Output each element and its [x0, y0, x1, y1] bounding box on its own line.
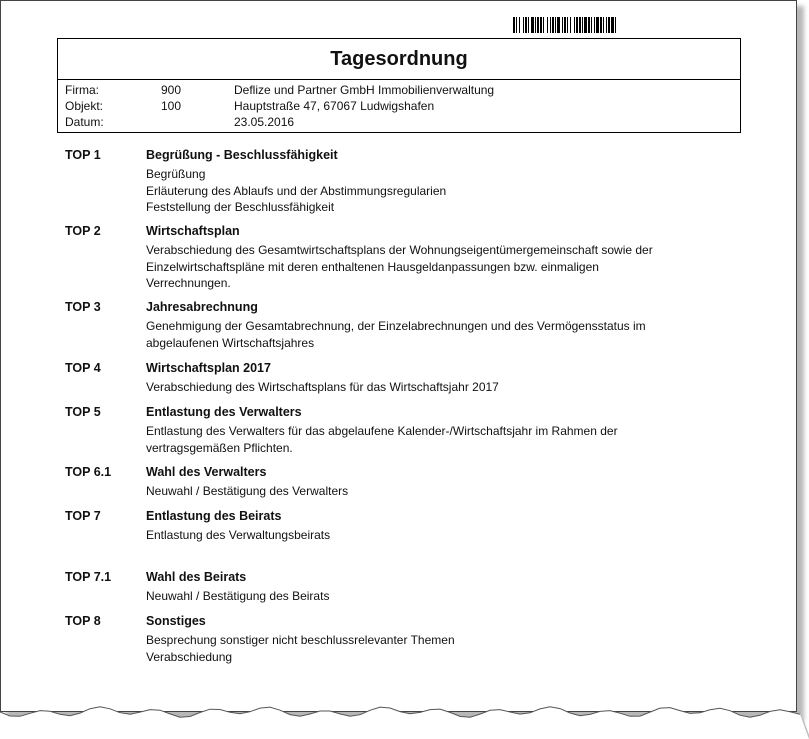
agenda-line: Erläuterung des Ablaufs und der Abstimmungsregularien [146, 183, 447, 198]
agenda-description [146, 318, 736, 351]
document-title: Tagesordnung [58, 39, 740, 80]
meta-label: Objekt: [65, 99, 104, 113]
agenda-line: Verabschiedung des Gesamtwirtschaftsplans der Wohnungseigentümergemeinschaft sowie der [146, 243, 653, 257]
agenda-number: TOP 5 [65, 405, 101, 419]
meta-label: Datum: [65, 115, 104, 129]
agenda-line: Entlastung des Verwaltungsbeirats [146, 528, 331, 542]
agenda-title: Sonstiges [146, 614, 206, 628]
agenda-number: TOP 4 [65, 361, 101, 375]
agenda-title: Wahl des Beirats [146, 570, 247, 584]
agenda-number: TOP 1 [65, 148, 101, 162]
agenda-number: TOP 2 [65, 224, 101, 238]
agenda-number: TOP 8 [65, 614, 101, 628]
agenda-line: Verrechnungen. [146, 276, 231, 290]
meta-code: 100 [161, 99, 182, 113]
agenda-title: Wahl des Verwalters [146, 465, 267, 479]
agenda-description [146, 588, 736, 605]
agenda-line: Feststellung der Beschlussfähigkeit [146, 200, 335, 214]
agenda-line: vertragsgemäßen Pflichten. [146, 440, 293, 455]
agenda-line: Neuwahl / Bestätigung des Verwalters [146, 484, 349, 498]
agenda-line: Begrüßung [146, 167, 206, 181]
agenda-line: Einzelwirtschaftspläne mit deren enthaltenen Hausgeldanpassungen bzw. einmaligen [146, 259, 599, 274]
agenda-description [146, 166, 736, 216]
agenda-number: TOP 3 [65, 300, 101, 314]
agenda-title: Jahresabrechnung [146, 300, 258, 314]
agenda-line: abgelaufenen Wirtschaftsjahres [146, 335, 315, 350]
barcode [513, 17, 740, 33]
agenda-number: TOP 7.1 [65, 570, 112, 584]
agenda-line: Verabschiedung des Wirtschaftsplans für das Wirtschaftsjahr 2017 [146, 380, 499, 394]
agenda-description [146, 483, 736, 500]
agenda-line: Neuwahl / Bestätigung des Beirats [146, 589, 330, 603]
header-box [57, 38, 741, 133]
agenda-line: Verabschiedung [146, 649, 233, 664]
agenda-line: Besprechung sonstiger nicht beschlussrelevanter Themen [146, 633, 455, 647]
agenda-title: Entlastung des Beirats [146, 509, 282, 523]
agenda-line: Genehmigung der Gesamtabrechnung, der Einzelabrechnungen und des Vermögensstatus im [146, 319, 646, 333]
torn-page-edge [0, 700, 809, 739]
agenda-description [146, 632, 736, 665]
meta-value: Deflize und Partner GmbH Immobilienverwaltung [234, 83, 495, 97]
agenda-line: Entlastung des Verwalters für das abgelaufene Kalender-/Wirtschaftsjahr im Rahmen der [146, 424, 618, 438]
agenda-number: TOP 7 [65, 509, 101, 523]
agenda-title: Wirtschaftsplan [146, 224, 240, 238]
agenda-description [146, 242, 736, 292]
agenda-title: Wirtschaftsplan 2017 [146, 361, 271, 375]
agenda-description [146, 527, 736, 544]
agenda-title: Begrüßung - Beschlussfähigkeit [146, 148, 338, 162]
meta-value: 23.05.2016 [234, 115, 295, 129]
meta-label: Firma: [65, 83, 99, 97]
agenda-number: TOP 6.1 [65, 465, 112, 479]
agenda-description [146, 379, 736, 396]
meta-value: Hauptstraße 47, 67067 Ludwigshafen [234, 99, 435, 113]
agenda-title: Entlastung des Verwalters [146, 405, 302, 419]
agenda-description [146, 423, 736, 456]
meta-code: 900 [161, 83, 182, 97]
